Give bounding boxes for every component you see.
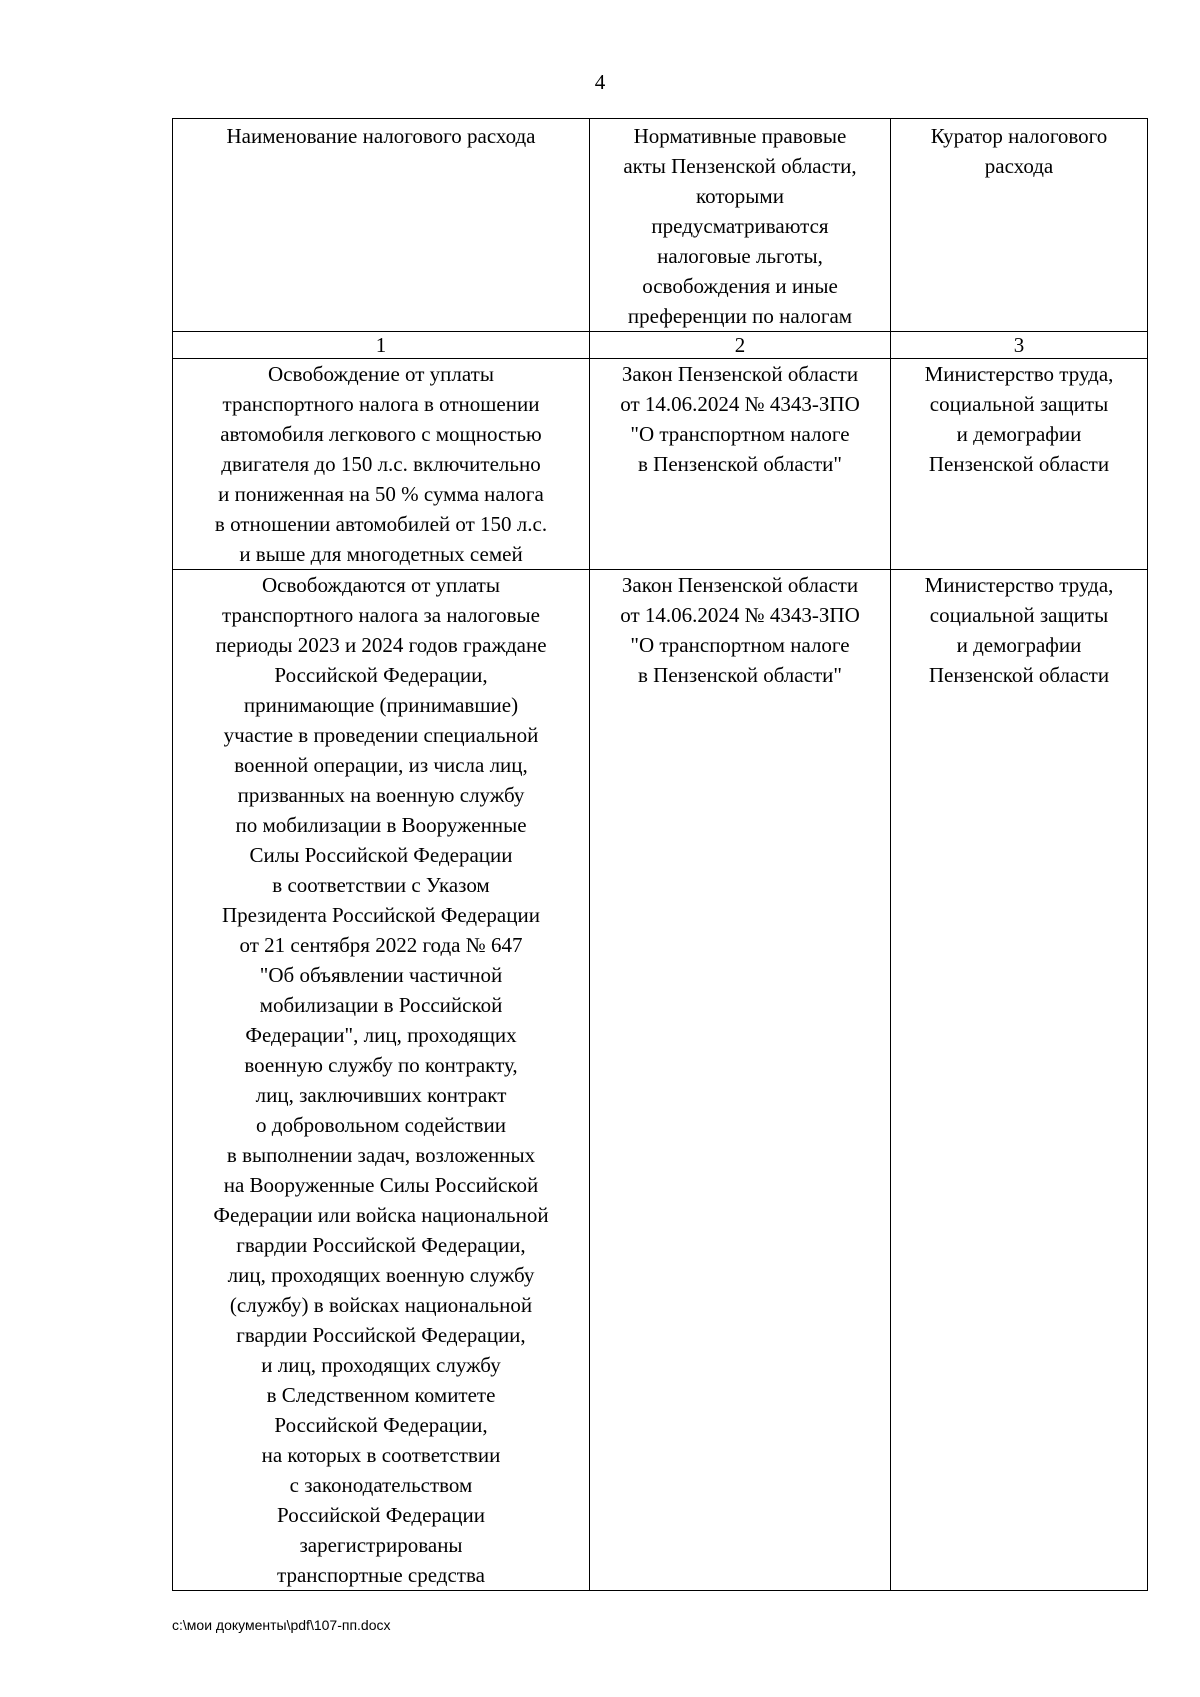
header-name: Наименование налогового расхода [173,119,590,332]
tax-expenditure-table [172,118,1148,1591]
row-name-cell: Освобождаются от уплаты транспортного налога за налоговые периоды 2023 и 2024 годов граждане Российской Федерации, принимающие (принимавшие) участие в проведении специальной военной операции, из числа лиц, призванных на военную службу по мобилизации в Вооруженные Силы Российской Федерации в соответствии с Указом Президента Российской Федерации от 21 сентября 2022 года № 647 "Об объявлении частичной мобилизации в Российской Федерации", лиц, проходящих военную службу по контракту, лиц, заключивших контракт о добровольном содействии в выполнении задач, возложенных на Вооруженные Силы Российской Федерации или войска национальной гвардии Российской Федерации, лиц, проходящих военную службу (службу) в войсках национальной гвардии Российской Федерации, и лиц, проходящих службу в Следственном комитете Российской Федерации, на которых в соответствии с законодательством Российской Федерации зарегистрированы транспортные средства [173,570,590,1591]
footer-file-path: c:\мои документы\pdf\107-пп.docx [172,1617,391,1633]
row-curator-cell: Министерство труда, социальной защиты и демографии Пензенской области [891,359,1148,570]
row-curator-cell: Министерство труда, социальной защиты и демографии Пензенской области [891,570,1148,1591]
table-header-row [173,119,1148,332]
column-number: 3 [891,332,1148,359]
column-number: 1 [173,332,590,359]
header-curator: Куратор налогового расхода [891,119,1148,332]
column-number: 2 [590,332,891,359]
page-number: 4 [594,70,606,94]
column-numbers-row [173,332,1148,359]
row-act-cell: Закон Пензенской области от 14.06.2024 № 4343-ЗПО "О транспортном налоге в Пензенской области" [590,570,891,1591]
table-row [173,359,1148,570]
header-legal-acts: Нормативные правовые акты Пензенской области, которыми предусматриваются налоговые льготы, освобождения и иные преференции по налогам [590,119,891,332]
table-row [173,570,1148,1591]
row-act-cell: Закон Пензенской области от 14.06.2024 № 4343-ЗПО "О транспортном налоге в Пензенской области" [590,359,891,570]
row-name-cell: Освобождение от уплаты транспортного налога в отношении автомобиля легкового с мощностью двигателя до 150 л.с. включительно и пониженная на 50 % сумма налога в отношении автомобилей от 150 л.с. и выше для многодетных семей [173,359,590,570]
